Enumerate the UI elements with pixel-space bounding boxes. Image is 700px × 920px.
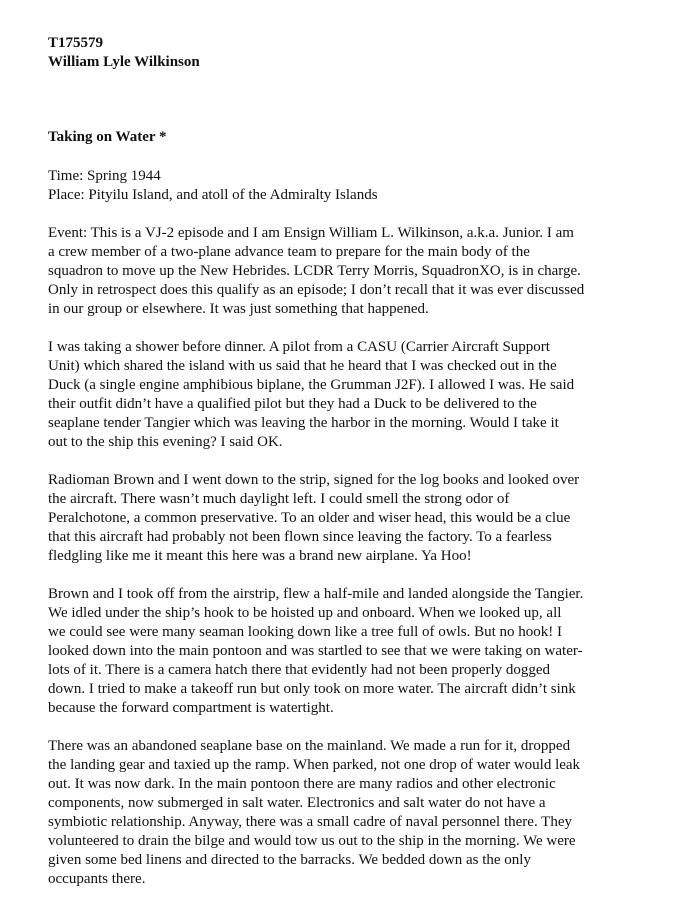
text-line: Peralchotone, a common preservative. To an older and wiser head, this would be a clue xyxy=(48,510,571,526)
story-title: Taking on Water * xyxy=(48,129,167,145)
text-line: we could see were many seaman looking down like a tree full of owls. But no hook! I xyxy=(48,624,563,640)
text-line: that this aircraft had probably not been flown since leaving the factory. To a fearless xyxy=(48,529,552,545)
text-line: seaplane tender Tangier which was leaving the harbor in the morning. Would I take it xyxy=(48,415,559,431)
place-line: Place: Pityilu Island, and atoll of the Admiralty Islands xyxy=(48,187,378,203)
paragraph-radioman xyxy=(48,471,678,566)
text-line: the aircraft. There wasn’t much daylight left. I could smell the strong odor of xyxy=(48,491,510,507)
text-line: a crew member of a two-plane advance team to prepare for the main body of the xyxy=(48,244,530,260)
text-line: Duck (a single engine amphibious biplane, the Grumman J2F). I allowed I was. He said xyxy=(48,377,575,393)
text-line: lots of it. There is a camera hatch there that evidently had not been properly dogged xyxy=(48,662,551,678)
text-line: the landing gear and taxied up the ramp. When parked, not one drop of water would leak xyxy=(48,757,581,773)
paragraph-seaplane-base xyxy=(48,737,678,889)
text-line: We idled under the ship’s hook to be hoisted up and onboard. When we looked up, all xyxy=(48,605,562,621)
text-line: Unit) which shared the island with us said that he heard that I was checked out in the xyxy=(48,358,557,374)
paragraph-shower xyxy=(48,338,678,452)
text-line: their outfit didn’t have a qualified pilot but they had a Duck to be delivered to the xyxy=(48,396,537,412)
text-line: fledgling like me it meant this here was a brand new airplane. Ya Hoo! xyxy=(48,548,472,564)
text-line: given some bed linens and directed to the barracks. We bedded down as the only xyxy=(48,852,531,868)
text-line: out. It was now dark. In the main pontoon there are many radios and other electronic xyxy=(48,776,556,792)
text-line: There was an abandoned seaplane base on the mainland. We made a run for it, dropped xyxy=(48,738,571,754)
text-line: Only in retrospect does this qualify as an episode; I don’t recall that it was ever discussed xyxy=(48,282,585,298)
text-line: because the forward compartment is watertight. xyxy=(48,700,334,716)
document-id: T175579 xyxy=(48,35,104,51)
text-line: in our group or elsewhere. It was just something that happened. xyxy=(48,301,429,317)
text-line: occupants there. xyxy=(48,871,146,887)
paragraph-takeoff xyxy=(48,585,678,718)
text-line: Event: This is a VJ-2 episode and I am Ensign William L. Wilkinson, a.k.a. Junior. I am xyxy=(48,225,574,241)
document-page xyxy=(48,34,678,889)
text-line: I was taking a shower before dinner. A pilot from a CASU (Carrier Aircraft Support xyxy=(48,339,550,355)
text-line: down. I tried to make a takeoff run but only took on more water. The aircraft didn’t sink xyxy=(48,681,576,697)
text-line: looked down into the main pontoon and was startled to see that we were taking on water- xyxy=(48,643,583,659)
text-line: Brown and I took off from the airstrip, flew a half-mile and landed alongside the Tangier. xyxy=(48,586,584,602)
story-metadata xyxy=(48,167,678,205)
text-line: symbiotic relationship. Anyway, there was a small cadre of naval personnel there. They xyxy=(48,814,573,830)
paragraph-event xyxy=(48,224,678,319)
text-line: volunteered to drain the bilge and would tow us out to the ship in the morning. We were xyxy=(48,833,576,849)
text-line: squadron to move up the New Hebrides. LCDR Terry Morris, SquadronXO, is in charge. xyxy=(48,263,581,279)
text-line: components, now submerged in salt water. Electronics and salt water do not have a xyxy=(48,795,546,811)
text-line: out to the ship this evening? I said OK. xyxy=(48,434,283,450)
author-name: William Lyle Wilkinson xyxy=(48,54,200,70)
text-line: Radioman Brown and I went down to the strip, signed for the log books and looked over xyxy=(48,472,580,488)
time-line: Time: Spring 1944 xyxy=(48,168,161,184)
